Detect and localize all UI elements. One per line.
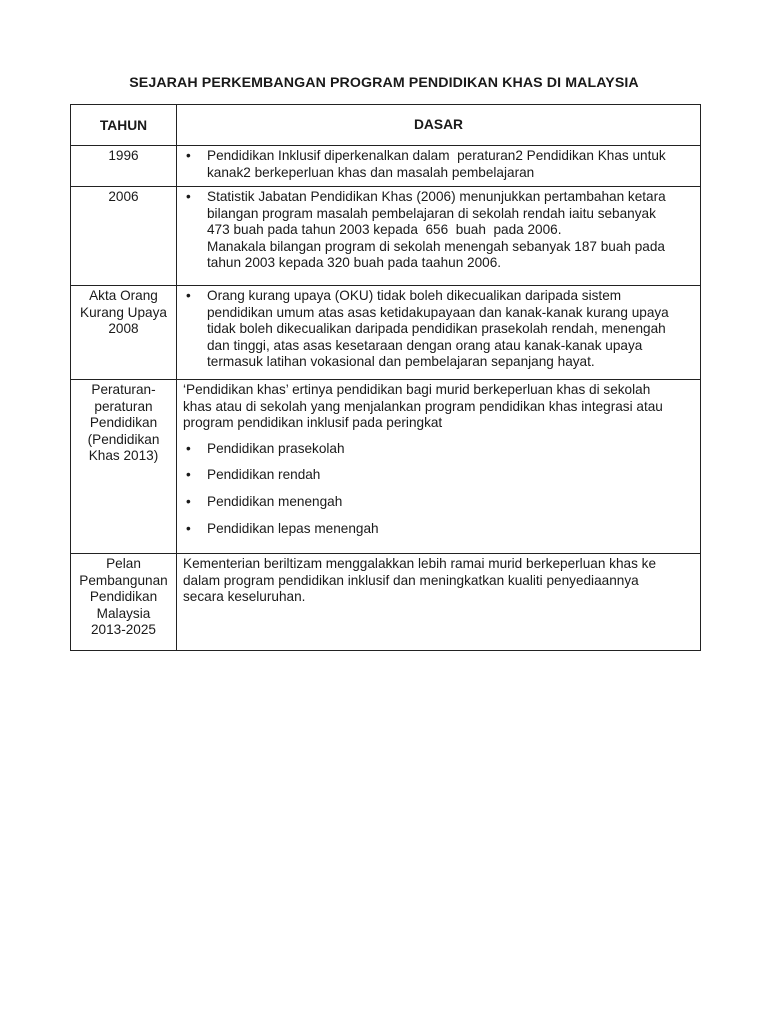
policy-line: kanak2 berkeperluan khas dan masalah pembelajaran <box>207 164 535 180</box>
bullet-icon: • <box>186 440 191 456</box>
policy-line: 473 buah pada tahun 2003 kepada 656 buah pada 2006. <box>207 222 562 238</box>
year-line: Khas 2013) <box>88 448 159 464</box>
list-item-label: Pendidikan prasekolah <box>207 440 345 456</box>
table-header-row <box>71 105 701 146</box>
policy-line: tidak boleh dikecualikan daripada pendidikan prasekolah rendah, menengah <box>207 321 666 337</box>
year-line: Pembangunan <box>79 572 168 588</box>
year-cell <box>71 380 177 554</box>
policy-line: dan tinggi, atas asas kesetaraan dengan orang atau kanak-kanak upaya <box>207 337 643 353</box>
bullet-icon: • <box>186 288 191 303</box>
policy-cell <box>177 380 701 554</box>
policy-line: dalam program pendidikan inklusif dan meningkatkan kualiti penyediaannya <box>183 572 639 588</box>
year-cell <box>71 554 177 651</box>
year-line: 2008 <box>108 321 139 337</box>
year-cell <box>71 286 177 380</box>
list-item-label: Pendidikan menengah <box>207 493 343 509</box>
policy-line: tahun 2003 kepada 320 buah pada taahun 2006. <box>207 255 502 271</box>
year-line: Pendidikan <box>89 415 158 431</box>
year-line: Peraturan- <box>91 382 156 397</box>
table-row <box>71 286 701 380</box>
level-list <box>177 441 700 537</box>
policy-line: Kementerian beriltizam menggalakkan lebih ramai murid berkeperluan khas ke <box>183 556 657 571</box>
year-line: 2013-2025 <box>90 622 156 638</box>
bullet-icon: • <box>186 148 191 163</box>
policy-line: termasuk latihan vokasional dan pembelajaran sepanjang hayat. <box>207 354 595 370</box>
bullet-icon: • <box>186 493 191 509</box>
policy-line: pendidikan umum atas asas ketidakupayaan dan kanak-kanak kurang upaya <box>207 304 669 320</box>
document-title: SEJARAH PERKEMBANGAN PROGRAM PENDIDIKAN KHAS DI MALAYSIA <box>129 75 639 91</box>
year-line: peraturan <box>94 398 153 414</box>
policy-line: bilangan program masalah pembelajaran di sekolah rendah iaitu sebanyak <box>207 205 656 221</box>
policy-cell <box>177 187 701 286</box>
list-item-label: Pendidikan lepas menengah <box>207 520 379 536</box>
table-row <box>71 187 701 286</box>
year-cell <box>71 187 177 286</box>
year-line: 1996 <box>108 148 139 163</box>
policy-line: Manakala bilangan program di sekolah menengah sebanyak 187 buah pada <box>207 238 665 254</box>
year-cell <box>71 146 177 187</box>
year-line: Malaysia <box>96 605 151 621</box>
policy-line: Pendidikan Inklusif diperkenalkan dalam peraturan2 Pendidikan Khas untuk <box>207 148 666 163</box>
list-item <box>177 494 700 511</box>
policy-cell <box>177 146 701 187</box>
policy-line: Statistik Jabatan Pendidikan Khas (2006) menunjukkan pertambahan ketara <box>207 189 666 204</box>
table-row <box>71 380 701 554</box>
year-line: Kurang Upaya <box>80 304 167 320</box>
bullet-icon: • <box>186 520 191 536</box>
year-line: Pelan <box>106 556 141 571</box>
list-item <box>177 467 700 484</box>
table-row <box>71 554 701 651</box>
policy-line: khas atau di sekolah yang menjalankan program pendidikan khas integrasi atau <box>183 398 663 414</box>
bullet-icon: • <box>186 189 191 204</box>
year-line: Pendidikan <box>89 589 158 605</box>
policy-line: program pendidikan inklusif pada peringkat <box>183 415 443 431</box>
bullet-icon: • <box>186 467 191 483</box>
policy-line: ‘Pendidikan khas’ ertinya pendidikan bagi murid berkeperluan khas di sekolah <box>183 382 651 397</box>
list-item-label: Pendidikan rendah <box>207 467 321 483</box>
year-line: 2006 <box>108 189 139 204</box>
policy-line: Orang kurang upaya (OKU) tidak boleh dikecualikan daripada sistem <box>207 288 622 303</box>
policy-line: secara keseluruhan. <box>183 589 306 605</box>
list-item <box>177 441 700 458</box>
header-tahun: TAHUN <box>71 105 177 146</box>
history-table <box>70 104 701 651</box>
policy-cell <box>177 554 701 651</box>
year-line: (Pendidikan <box>87 431 160 447</box>
table-row <box>71 146 701 187</box>
policy-cell <box>177 286 701 380</box>
list-item <box>177 521 700 538</box>
year-line: Akta Orang <box>89 288 158 303</box>
header-dasar: DASAR <box>177 105 701 146</box>
